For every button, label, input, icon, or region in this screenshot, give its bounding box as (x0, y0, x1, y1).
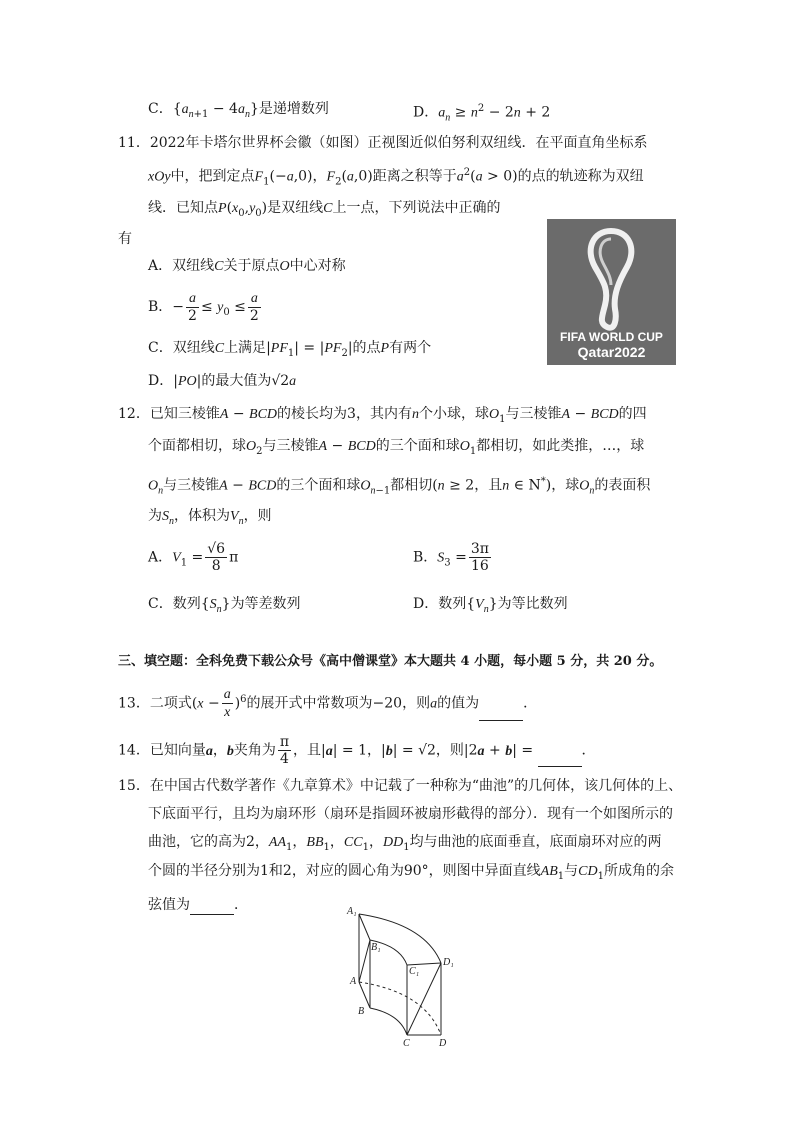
q10-option-c: C．$\{a_{n+1} - 4a_n\}$是递增数列 (148, 101, 329, 120)
q12-option-a: A．$V_1$ = $\frac{√6}{8}$ π (148, 541, 239, 574)
q12-line3: $O_n$与三棱锥A − BCD的三个面和球$O_{n-1}$都相切(n ≥ 2，且n ∈ N*)，球$O_n$的表面积 (148, 476, 651, 497)
q14: 14．已知向量a，b夹角为 $\frac{\pi}{4}$ ，且|a| = 1，|b| = √2，则|2a + b| = ． (118, 734, 596, 767)
q15-line1: 15．在中国古代数学著作《九章算术》中记载了一种称为“曲池”的几何体，该几何体的上、 (118, 778, 683, 794)
label-b1: B₁ (371, 942, 381, 953)
q11-option-b: B．− $\frac{a}{2}$ ≤ $y_0$ ≤ $\frac{a}{2}$ (148, 291, 259, 324)
q12-option-b: B．$S_3$ = $\frac{3\pi}{16}$ (413, 541, 489, 574)
q10-option-d: D．$a_n \ge n^2 - 2n + 2$ (413, 103, 551, 124)
q12-line4: 为$S_n$，体积为$V_n$，则 (148, 508, 272, 527)
fifa-world-cup-logo (547, 219, 676, 365)
logo-text-line2: Qatar2022 (577, 344, 646, 360)
q11-line3: 线．已知点$P(x_0,y_0)$是双纽线C上一点，下列说法中正确的 (148, 200, 501, 219)
q11-option-c: C．双纽线C上满足$|PF_1| = |PF_2|$的点P有两个 (148, 340, 432, 359)
logo-text-line1: FIFA WORLD CUP (560, 330, 663, 344)
q15-line2: 下底面平行，且均为扇环形（扇环是指圆环被扇形截得的部分）．现有一个如图所示的 (148, 806, 673, 822)
q15-line5: 弦值为 ． (148, 897, 248, 913)
q12-line1: 12．已知三棱锥A − BCD的棱长均为3，其内有n个小球，球$O_1$与三棱锥A − BCD的四 (118, 406, 647, 425)
label-a: A (350, 976, 357, 987)
quchi-figure (345, 902, 463, 1050)
q11-option-a: A．双纽线C关于原点O中心对称 (148, 258, 346, 274)
label-c1: C₁ (409, 966, 420, 977)
q11-line4: 有 (118, 231, 132, 247)
label-a1: A₁ (347, 906, 357, 917)
q11-line1: 11．2022年卡塔尔世界杯会徽（如图）正视图近似伯努利双纽线．在平面直角坐标系 (118, 135, 648, 151)
label-d: D (439, 1038, 447, 1049)
q15-line3: 曲池，它的高为2，$AA_1$，$BB_1$，$CC_1$，$DD_1$均与曲池的底面垂直，底面扇环对应的两 (148, 834, 662, 853)
q12-line2: 个面都相切，球$O_2$与三棱锥A − BCD的三个面和球$O_1$都相切，如此类推，…，球 (148, 438, 645, 457)
q12-option-d: D．数列$\{V_n\}$为等比数列 (413, 596, 568, 615)
label-d1: D₁ (443, 957, 454, 968)
q13: 13．二项式(x − $\frac{a}{x}$ )$^6$的展开式中常数项为−20，则a的值为 ． (118, 687, 538, 720)
section3-title: 三、填空题：全科免费下载公众号《高中僧课堂》本大题共 4 小题，每小题 5 分，共 20 分。 (118, 654, 663, 669)
q11-option-d: D．|PO|的最大值为√2a (148, 373, 297, 389)
q11-line2: xOy中，把到定点$F_1(-a,0)$，$F_2(a,0)$距离之积等于$a^2(a > 0)$的点的轨迹称为双纽 (148, 167, 644, 188)
q15-line4: 个圆的半径分别为1和2，对应的圆心角为90°，则图中异面直线$AB_1$与$CD_1$所成角的余 (148, 863, 674, 882)
label-b: B (358, 1006, 365, 1017)
q12-option-c: C．数列$\{S_n\}$为等差数列 (148, 596, 301, 615)
label-c: C (403, 1038, 410, 1049)
